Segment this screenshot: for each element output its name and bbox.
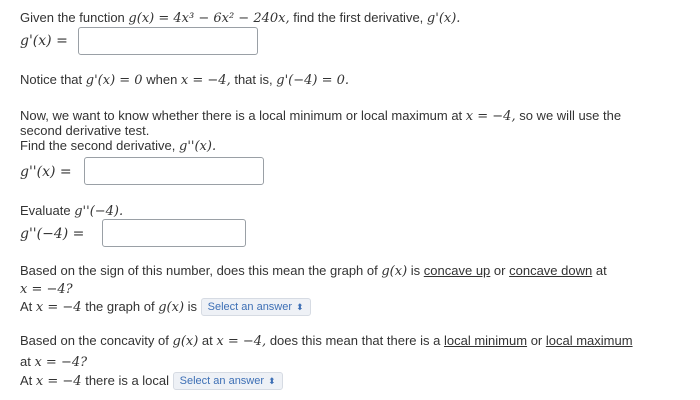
notice-line: Notice that g'(x) = 0 when x = −4, that is, g'(−4) = 0.: [20, 72, 350, 88]
first-derivative-label: g'(x) =: [20, 33, 68, 49]
first-derivative-input[interactable]: [78, 27, 258, 55]
concave-down-term: concave down: [509, 263, 593, 278]
second-derivative-input[interactable]: [84, 157, 264, 185]
extremum-select[interactable]: Select an answer ⬍: [173, 372, 283, 390]
concave-up-term: concave up: [423, 263, 491, 278]
extremum-line-3: At x = −4 there is a local Select an answer ⬍: [20, 372, 283, 391]
second-derivative-label: g''(x) =: [20, 164, 72, 180]
evaluate-line: Evaluate g''(−4).: [20, 203, 124, 219]
now-line-2: second derivative test.: [20, 123, 150, 138]
extremum-line-1: Based on the concavity of g(x) at x = −4, does this mean that there is a local minimum or local maximum: [20, 333, 633, 349]
concavity-line-1: Based on the sign of this number, does this mean the graph of g(x) is concave up or concave down at: [20, 263, 607, 279]
now-line-3: Find the second derivative, g''(x).: [20, 138, 217, 154]
chevron-updown-icon: ⬍: [296, 302, 304, 312]
concavity-line-3: At x = −4 the graph of g(x) is Select an answer ⬍: [20, 298, 311, 317]
concavity-line-2: x = −4?: [20, 282, 73, 297]
evaluate-label: g''(−4) =: [20, 226, 85, 242]
function-expression: g(x) = 4x³ − 6x² − 240x,: [128, 11, 290, 26]
local-minimum-term: local minimum: [443, 333, 528, 348]
now-line-1: Now, we want to know whether there is a local minimum or local maximum at x = −4, so we will use the: [20, 108, 622, 124]
chevron-updown-icon: ⬍: [268, 376, 276, 386]
question-line: Given the function g(x) = 4x³ − 6x² − 240x, find the first derivative, g'(x).: [20, 10, 461, 26]
extremum-line-2: at x = −4?: [20, 354, 88, 370]
evaluate-input[interactable]: [102, 219, 246, 247]
concavity-select[interactable]: Select an answer ⬍: [201, 298, 311, 316]
local-maximum-term: local maximum: [545, 333, 633, 348]
